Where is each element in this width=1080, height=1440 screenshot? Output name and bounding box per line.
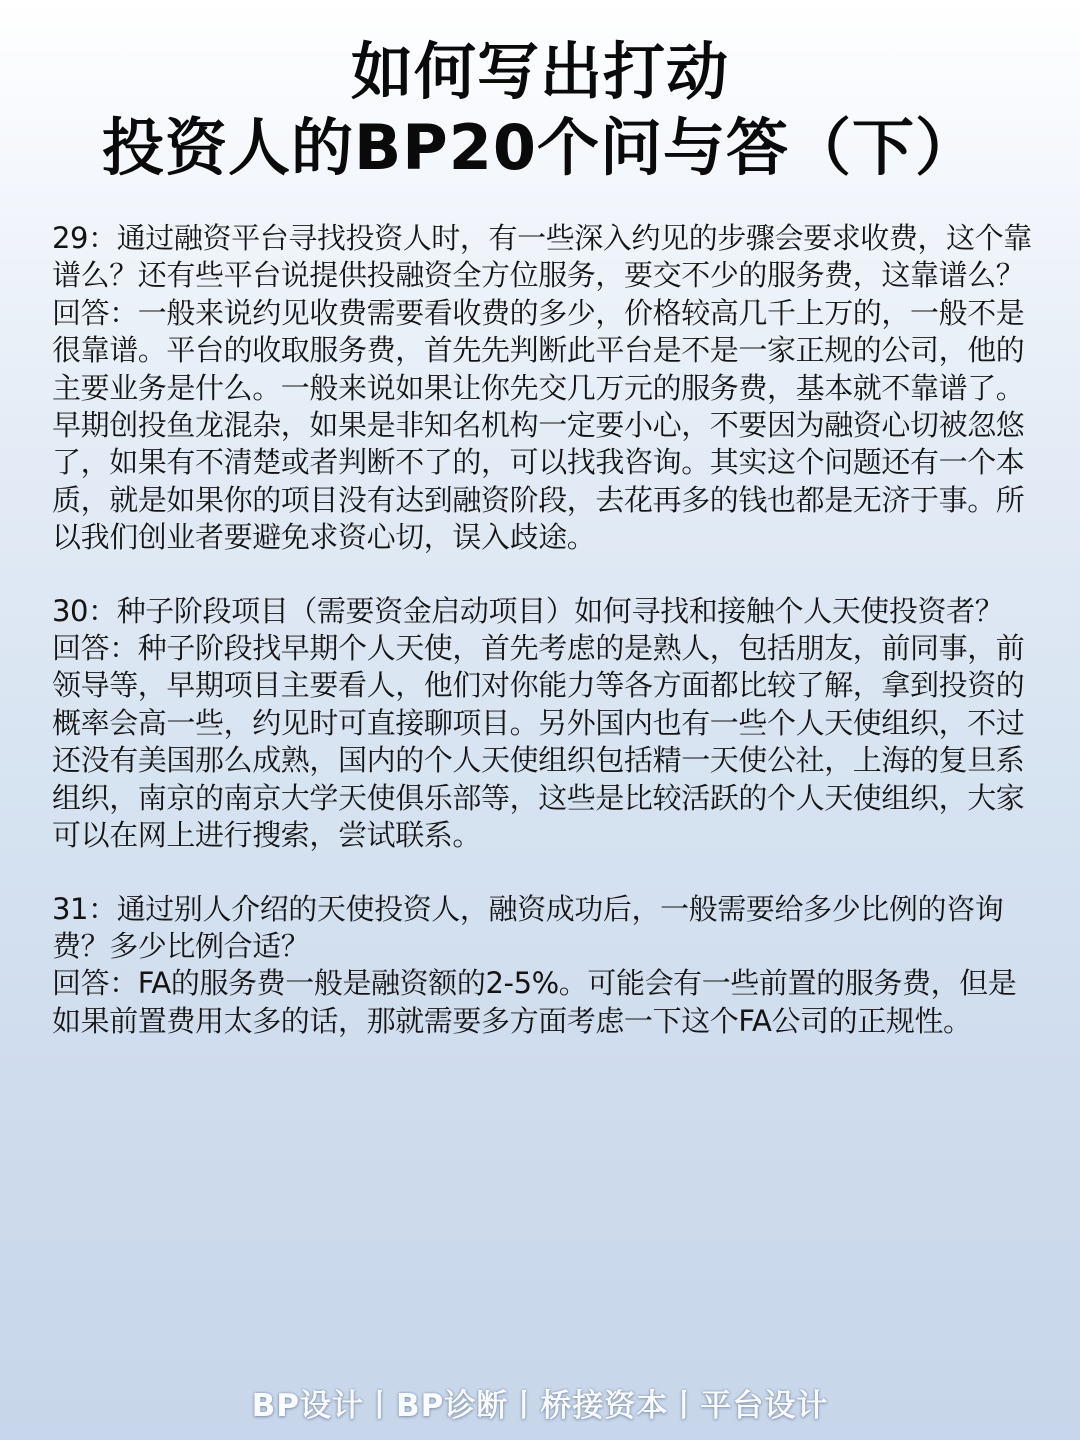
qa-item-30 xyxy=(52,593,1037,855)
title-line-1: 如何写出打动 xyxy=(350,35,729,108)
footer-services: BP设计丨BP诊断丨桥接资本丨平台设计 xyxy=(251,1388,829,1424)
question-30: 30：种子阶段项目（需要资金启动项目）如何寻找和接触个人天使投资者？ xyxy=(52,593,1004,628)
title-line-2: 投资人的BP20个问与答（下） xyxy=(102,111,978,184)
answer-30: 回答：种子阶段找早期个人天使，首先考虑的是熟人，包括朋友，前同事，前领导等，早期项目主要看人，他们对你能力等各方面都比较了解，拿到投资的概率会高一些，约见时可直接聊项目。另外国内也有一些个人天使组织，不过还没有美国那么成熟，国内的个人天使组织包括精一天使公社，上海的复旦系组织，南京的南京大学天使俱乐部等，这些是比较活跃的个人天使组织，大家可以在网上进行搜索，尝试联系。 xyxy=(52,631,1025,853)
qa-item-29 xyxy=(52,220,1037,557)
page-title xyxy=(0,34,1080,186)
question-29: 29：通过融资平台寻找投资人时，有一些深入约见的步骤会要求收费，这个靠谱么？还有些平台说提供投融资全方位服务，要交不少的服务费，这靠谱么？ xyxy=(52,221,1032,293)
qa-list xyxy=(52,220,1037,1076)
qa-item-31 xyxy=(52,891,1037,1041)
answer-29: 回答：一般来说约见收费需要看收费的多少，价格较高几千上万的，一般不是很靠谱。平台的收取服务费，首先先判断此平台是不是一家正规的公司，他的主要业务是什么。一般来说如果让你先交几万元的服务费，基本就不靠谱了。早期创投鱼龙混杂，如果是非知名机构一定要小心，不要因为融资心切被忽悠了，如果有不清楚或者判断不了的，可以找我咨询。其实这个问题还有一个本质，就是如果你的项目没有达到融资阶段，去花再多的钱也都是无济于事。所以我们创业者要避免求资心切，误入歧途。 xyxy=(52,295,1025,555)
question-31: 31：通过别人介绍的天使投资人，融资成功后，一般需要给多少比例的咨询费？多少比例合适？ xyxy=(52,891,1004,963)
answer-31: 回答：FA的服务费一般是融资额的2-5%。可能会有一些前置的服务费，但是如果前置费用太多的话，那就需要多方面考虑一下这个FA公司的正规性。 xyxy=(52,966,1017,1038)
